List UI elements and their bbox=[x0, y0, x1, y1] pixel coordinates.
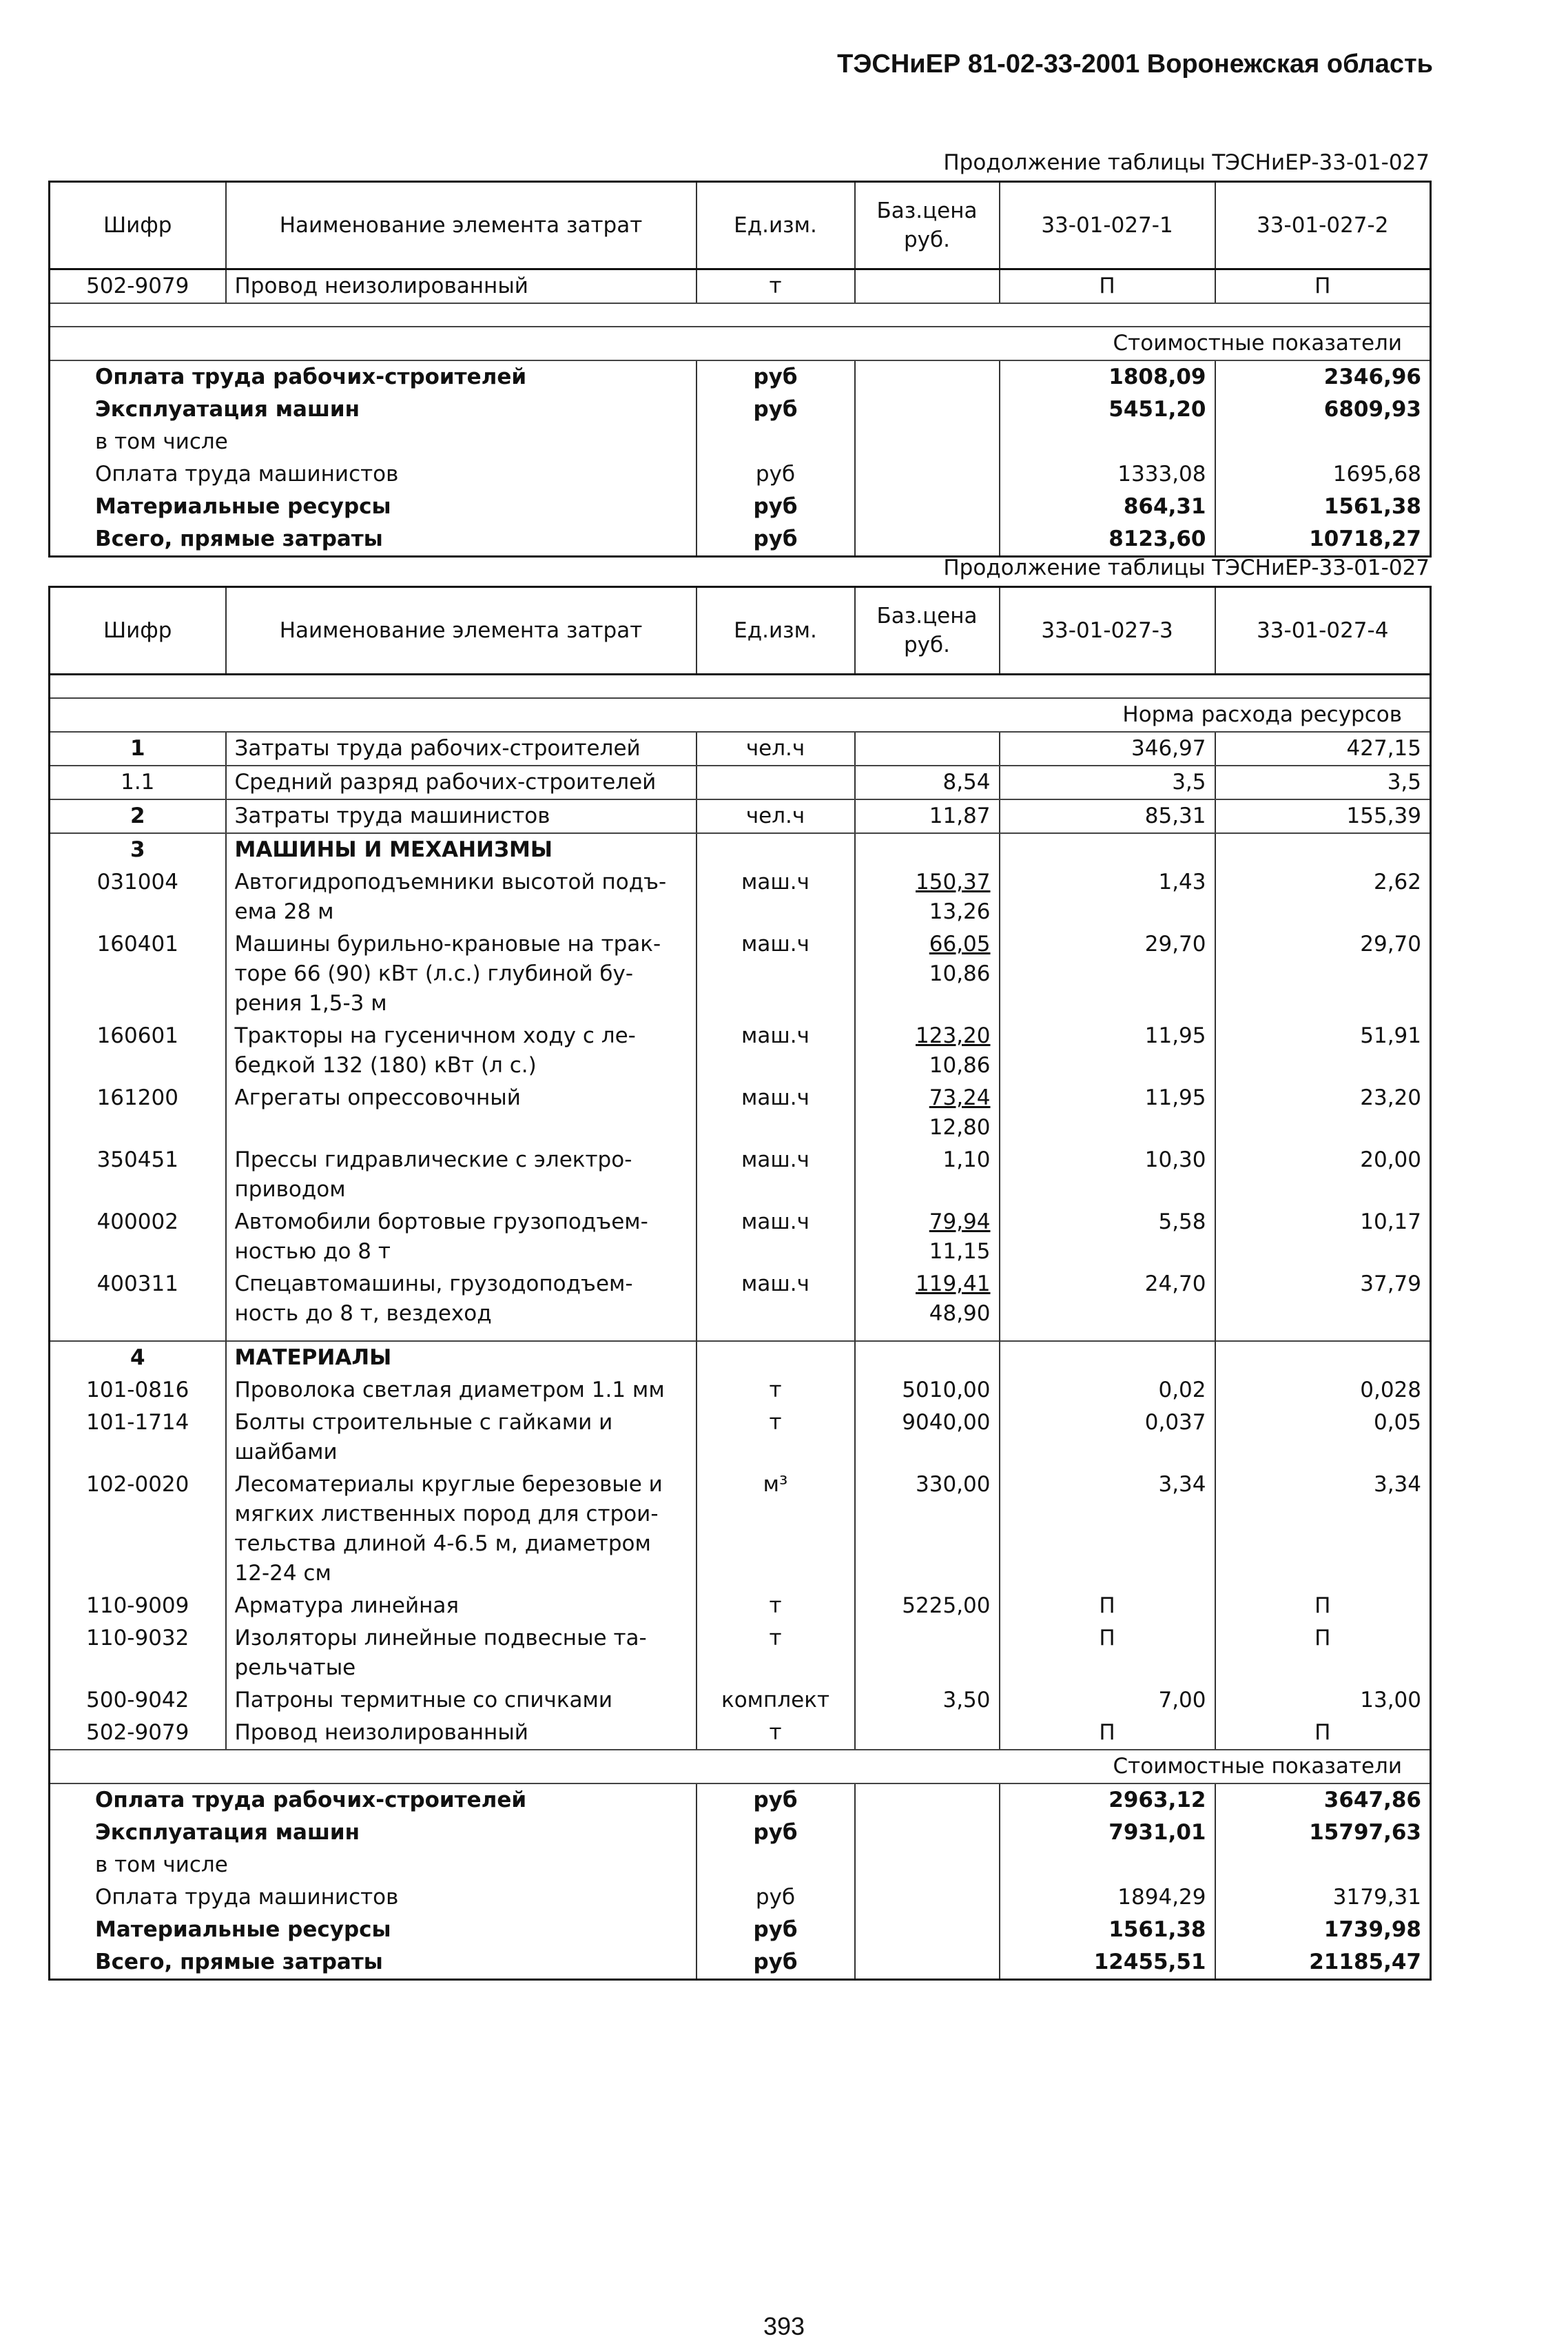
cost-b: 21185,47 bbox=[1309, 1950, 1421, 1974]
table-row bbox=[50, 1020, 1431, 1082]
row-price: 3,50 bbox=[855, 1684, 1000, 1717]
col-name-header: Наименование элемента затрат bbox=[226, 182, 697, 269]
cost-row bbox=[50, 458, 1431, 491]
table-row bbox=[50, 866, 1431, 928]
col-b-header: 33-01-027-2 bbox=[1215, 182, 1431, 269]
row-name: Лесоматериалы круглые березовые и мягких лиственных пород для строи-тельства длиной 4-6.5 м, диаметром 12-24 см bbox=[226, 1469, 697, 1590]
table-row bbox=[50, 928, 1431, 1020]
row-a: 3,34 bbox=[1000, 1469, 1215, 1590]
row-code: 160401 bbox=[50, 928, 226, 1020]
table-row bbox=[50, 1144, 1431, 1206]
row-unit: маш.ч bbox=[697, 1082, 855, 1144]
row-price bbox=[855, 269, 1000, 304]
table-row bbox=[50, 1374, 1431, 1407]
row-name: Проволока светлая диаметром 1.1 мм bbox=[226, 1374, 697, 1407]
col-a-header: 33-01-027-1 bbox=[1000, 182, 1215, 269]
row-unit: маш.ч bbox=[697, 1020, 855, 1082]
row-name: Машины бурильно-крановые на трак-торе 66 (90) кВт (л.с.) глубиной бу-рения 1,5-3 м bbox=[226, 928, 697, 1020]
row-a: 3,5 bbox=[1000, 766, 1215, 799]
row-code: 1.1 bbox=[50, 766, 226, 799]
row-unit: чел.ч bbox=[697, 732, 855, 766]
row-name: Провод неизолированный bbox=[226, 1717, 697, 1750]
cost-label: Материальные ресурсы bbox=[50, 1914, 697, 1946]
cost-b: 10718,27 bbox=[1309, 527, 1421, 551]
row-name: Агрегаты опрессовочный bbox=[226, 1082, 697, 1144]
col-code-header: Шифр bbox=[50, 182, 226, 269]
row-code: 2 bbox=[50, 799, 226, 833]
row-b: 13,00 bbox=[1360, 1688, 1421, 1713]
cost-row bbox=[50, 1881, 1431, 1914]
row-code: 161200 bbox=[50, 1082, 226, 1144]
spacer-row bbox=[50, 675, 1431, 699]
cost-a: 2963,12 bbox=[1000, 1783, 1215, 1817]
table-row bbox=[50, 766, 1431, 799]
col-price-header: Баз.цена руб. bbox=[855, 182, 1000, 269]
cost-unit: руб bbox=[697, 393, 855, 426]
col-name-header: Наименование элемента затрат bbox=[226, 587, 697, 675]
cost-label: Оплата труда машинистов bbox=[50, 1881, 697, 1914]
row-a: 0,02 bbox=[1000, 1374, 1215, 1407]
cost-caption: Стоимостные показатели bbox=[50, 1750, 1431, 1783]
row-price: 8,54 bbox=[855, 766, 1000, 799]
row-code: 400002 bbox=[50, 1206, 226, 1268]
cost-unit: руб bbox=[697, 1914, 855, 1946]
table1-caption: Продолжение таблицы ТЭСНиЕР-33-01-027 bbox=[943, 150, 1430, 175]
row-code: 502-9079 bbox=[50, 269, 226, 304]
cost-unit: руб bbox=[697, 1946, 855, 1980]
row-price bbox=[855, 1268, 1000, 1341]
cost-b: 6809,93 bbox=[1323, 397, 1421, 422]
row-b: 23,20 bbox=[1360, 1085, 1421, 1110]
row-a: П bbox=[1000, 1717, 1215, 1750]
cost-row bbox=[50, 426, 1431, 458]
table-row bbox=[50, 1590, 1431, 1622]
row-unit: чел.ч bbox=[697, 799, 855, 833]
norm-caption-row bbox=[50, 698, 1431, 732]
col-b-header: 33-01-027-4 bbox=[1215, 587, 1431, 675]
price-main: 150,37 bbox=[916, 870, 991, 895]
cost-a: 1808,09 bbox=[1000, 360, 1215, 393]
row-b: 427,15 bbox=[1215, 732, 1431, 766]
price-main: 66,05 bbox=[929, 932, 991, 957]
row-price bbox=[855, 1020, 1000, 1082]
row-a: 10,30 bbox=[1000, 1144, 1215, 1206]
cost-unit: руб bbox=[697, 523, 855, 557]
price-sub: 13,26 bbox=[929, 899, 991, 924]
row-a: 0,037 bbox=[1000, 1407, 1215, 1469]
row-a: П bbox=[1000, 1590, 1215, 1622]
row-price: 11,87 bbox=[855, 799, 1000, 833]
cost-unit: руб bbox=[697, 458, 855, 491]
row-code: 031004 bbox=[50, 866, 226, 928]
cost-a: 1561,38 bbox=[1000, 1914, 1215, 1946]
row-b: 0,028 bbox=[1360, 1378, 1421, 1402]
table-row bbox=[50, 1717, 1431, 1750]
row-b: П bbox=[1314, 1593, 1331, 1618]
row-name: Затраты труда машинистов bbox=[226, 799, 697, 833]
col-unit-header: Ед.изм. bbox=[697, 587, 855, 675]
cost-b: 1695,68 bbox=[1332, 462, 1421, 487]
row-unit: маш.ч bbox=[697, 1206, 855, 1268]
table-row bbox=[50, 1622, 1431, 1684]
row-name: Прессы гидравлические с электро-приводом bbox=[226, 1144, 697, 1206]
table-row bbox=[50, 1684, 1431, 1717]
row-price bbox=[855, 1717, 1000, 1750]
row-a: 11,95 bbox=[1000, 1020, 1215, 1082]
row-unit: т bbox=[697, 1374, 855, 1407]
section-title: МАТЕРИАЛЫ bbox=[226, 1341, 697, 1374]
cost-a: 7931,01 bbox=[1000, 1817, 1215, 1849]
row-code: 101-1714 bbox=[50, 1407, 226, 1469]
row-price: 9040,00 bbox=[855, 1407, 1000, 1469]
row-name: Изоляторы линейные подвесные та-рельчатые bbox=[226, 1622, 697, 1684]
row-code: 400311 bbox=[50, 1268, 226, 1341]
row-price: 5225,00 bbox=[855, 1590, 1000, 1622]
table-row bbox=[50, 732, 1431, 766]
row-a: 11,95 bbox=[1000, 1082, 1215, 1144]
table-row bbox=[50, 1082, 1431, 1144]
cost-caption-row bbox=[50, 1750, 1431, 1783]
table-row bbox=[50, 269, 1431, 304]
cost-label: Эксплуатация машин bbox=[50, 393, 697, 426]
table1 bbox=[48, 181, 1432, 558]
cost-a: 1894,29 bbox=[1000, 1881, 1215, 1914]
cost-b: 3647,86 bbox=[1323, 1788, 1421, 1812]
row-price bbox=[855, 928, 1000, 1020]
section-row-machines bbox=[50, 833, 1431, 866]
price-sub: 11,15 bbox=[929, 1239, 991, 1264]
price-main: 123,20 bbox=[916, 1023, 991, 1048]
row-a: 29,70 bbox=[1000, 928, 1215, 1020]
row-a: 24,70 bbox=[1000, 1268, 1215, 1341]
cost-row bbox=[50, 1914, 1431, 1946]
cost-b: 1561,38 bbox=[1323, 494, 1421, 519]
cost-row bbox=[50, 1946, 1431, 1980]
cost-label: Оплата труда рабочих-строителей bbox=[50, 1783, 697, 1817]
row-a: П bbox=[1000, 269, 1215, 304]
spacer-row bbox=[50, 303, 1431, 327]
page-number: 393 bbox=[763, 2312, 805, 2340]
row-b: 3,5 bbox=[1215, 766, 1431, 799]
row-name: Арматура линейная bbox=[226, 1590, 697, 1622]
row-price: 1,10 bbox=[855, 1144, 1000, 1206]
row-code: 500-9042 bbox=[50, 1684, 226, 1717]
row-a: 7,00 bbox=[1000, 1684, 1215, 1717]
cost-unit: руб bbox=[697, 1783, 855, 1817]
row-a: 346,97 bbox=[1000, 732, 1215, 766]
cost-unit: руб bbox=[697, 1817, 855, 1849]
price-sub: 12,80 bbox=[929, 1115, 991, 1140]
table-row bbox=[50, 1268, 1431, 1341]
row-name: Тракторы на гусеничном ходу с ле-бедкой 132 (180) кВт (л с.) bbox=[226, 1020, 697, 1082]
row-code: 110-9032 bbox=[50, 1622, 226, 1684]
cost-unit: руб bbox=[697, 1881, 855, 1914]
cost-row bbox=[50, 1849, 1431, 1881]
row-code: 110-9009 bbox=[50, 1590, 226, 1622]
cost-b: 15797,63 bbox=[1309, 1820, 1421, 1845]
row-price: 5010,00 bbox=[855, 1374, 1000, 1407]
cost-label: Всего, прямые затраты bbox=[50, 1946, 697, 1980]
table1-header-row bbox=[50, 182, 1431, 269]
col-code-header: Шифр bbox=[50, 587, 226, 675]
table-row bbox=[50, 1206, 1431, 1268]
cost-b: 2346,96 bbox=[1323, 365, 1421, 389]
row-b: 51,91 bbox=[1360, 1023, 1421, 1048]
price-main: 73,24 bbox=[929, 1085, 991, 1110]
row-unit bbox=[697, 766, 855, 799]
row-b: П bbox=[1215, 269, 1431, 304]
row-code: 101-0816 bbox=[50, 1374, 226, 1407]
cost-a: 864,31 bbox=[1000, 491, 1215, 523]
cost-label: в том числе bbox=[50, 426, 697, 458]
section-code: 3 bbox=[50, 833, 226, 866]
row-a: 5,58 bbox=[1000, 1206, 1215, 1268]
document-header: ТЭСНиЕР 81-02-33-2001 Воронежская область bbox=[837, 50, 1433, 79]
row-unit: маш.ч bbox=[697, 866, 855, 928]
row-unit: маш.ч bbox=[697, 928, 855, 1020]
row-a: П bbox=[1000, 1622, 1215, 1684]
row-unit: т bbox=[697, 1622, 855, 1684]
row-unit: маш.ч bbox=[697, 1268, 855, 1341]
row-price bbox=[855, 866, 1000, 928]
cost-b: 1739,98 bbox=[1323, 1917, 1421, 1942]
col-price-header: Баз.цена руб. bbox=[855, 587, 1000, 675]
cost-row bbox=[50, 1817, 1431, 1849]
col-a-header: 33-01-027-3 bbox=[1000, 587, 1215, 675]
row-name: Затраты труда рабочих-строителей bbox=[226, 732, 697, 766]
cost-row bbox=[50, 523, 1431, 557]
cost-a: 8123,60 bbox=[1000, 523, 1215, 557]
row-b: 20,00 bbox=[1360, 1147, 1421, 1172]
row-price bbox=[855, 732, 1000, 766]
cost-a: 1333,08 bbox=[1000, 458, 1215, 491]
price-main: 79,94 bbox=[929, 1209, 991, 1234]
row-price bbox=[855, 1622, 1000, 1684]
row-code: 160601 bbox=[50, 1020, 226, 1082]
cost-unit: руб bbox=[697, 360, 855, 393]
cost-label: Оплата труда рабочих-строителей bbox=[50, 360, 697, 393]
row-unit: комплект bbox=[697, 1684, 855, 1717]
row-unit: т bbox=[697, 1717, 855, 1750]
section-row-materials bbox=[50, 1341, 1431, 1374]
row-name: Средний разряд рабочих-строителей bbox=[226, 766, 697, 799]
row-code: 350451 bbox=[50, 1144, 226, 1206]
cost-a: 12455,51 bbox=[1000, 1946, 1215, 1980]
cost-caption-row bbox=[50, 327, 1431, 360]
row-b: 2,62 bbox=[1373, 870, 1421, 895]
row-price: 330,00 bbox=[855, 1469, 1000, 1590]
cost-label: Оплата труда машинистов bbox=[50, 458, 697, 491]
cost-a: 5451,20 bbox=[1000, 393, 1215, 426]
price-main: 119,41 bbox=[916, 1271, 991, 1296]
row-code: 102-0020 bbox=[50, 1469, 226, 1590]
row-code: 502-9079 bbox=[50, 1717, 226, 1750]
cost-row bbox=[50, 393, 1431, 426]
price-sub: 48,90 bbox=[929, 1301, 991, 1326]
cost-row bbox=[50, 360, 1431, 393]
table2 bbox=[48, 586, 1432, 1981]
row-unit: т bbox=[697, 1407, 855, 1469]
row-unit: маш.ч bbox=[697, 1144, 855, 1206]
row-price bbox=[855, 1206, 1000, 1268]
table-row bbox=[50, 1407, 1431, 1469]
cost-unit: руб bbox=[697, 491, 855, 523]
col-unit-header: Ед.изм. bbox=[697, 182, 855, 269]
row-a: 85,31 bbox=[1000, 799, 1215, 833]
row-name: Патроны термитные со спичками bbox=[226, 1684, 697, 1717]
table-row bbox=[50, 1469, 1431, 1590]
row-b: 3,34 bbox=[1373, 1472, 1421, 1497]
row-b: 37,79 bbox=[1360, 1271, 1421, 1296]
row-unit: м³ bbox=[697, 1469, 855, 1590]
row-b: 155,39 bbox=[1215, 799, 1431, 833]
cost-row bbox=[50, 1783, 1431, 1817]
cost-label: Материальные ресурсы bbox=[50, 491, 697, 523]
section-title: МАШИНЫ И МЕХАНИЗМЫ bbox=[226, 833, 697, 866]
row-b: 10,17 bbox=[1360, 1209, 1421, 1234]
table2-caption: Продолжение таблицы ТЭСНиЕР-33-01-027 bbox=[943, 555, 1430, 580]
row-unit: т bbox=[697, 1590, 855, 1622]
row-name: Спецавтомашины, грузодоподъем-ность до 8 т, вездеход bbox=[226, 1268, 697, 1341]
table-row bbox=[50, 799, 1431, 833]
row-unit: т bbox=[697, 269, 855, 304]
row-b: 29,70 bbox=[1360, 932, 1421, 957]
table2-header-row bbox=[50, 587, 1431, 675]
cost-label: Эксплуатация машин bbox=[50, 1817, 697, 1849]
price-sub: 10,86 bbox=[929, 1053, 991, 1078]
norm-caption: Норма расхода ресурсов bbox=[50, 698, 1431, 732]
row-a: 1,43 bbox=[1000, 866, 1215, 928]
cost-row bbox=[50, 491, 1431, 523]
row-code: 1 bbox=[50, 732, 226, 766]
row-name: Автогидроподъемники высотой подъ-ема 28 м bbox=[226, 866, 697, 928]
cost-label: Всего, прямые затраты bbox=[50, 523, 697, 557]
cost-caption: Стоимостные показатели bbox=[50, 327, 1431, 360]
cost-b: 3179,31 bbox=[1332, 1885, 1421, 1910]
row-price bbox=[855, 1082, 1000, 1144]
cost-label: в том числе bbox=[50, 1849, 697, 1881]
row-name: Болты строительные с гайками и шайбами bbox=[226, 1407, 697, 1469]
row-name: Провод неизолированный bbox=[226, 269, 697, 304]
row-b: 0,05 bbox=[1373, 1410, 1421, 1435]
section-code: 4 bbox=[50, 1341, 226, 1374]
row-b: П bbox=[1215, 1717, 1431, 1750]
price-sub: 10,86 bbox=[929, 961, 991, 986]
row-b: П bbox=[1314, 1626, 1331, 1650]
row-name: Автомобили бортовые грузоподъем-ностью до 8 т bbox=[226, 1206, 697, 1268]
